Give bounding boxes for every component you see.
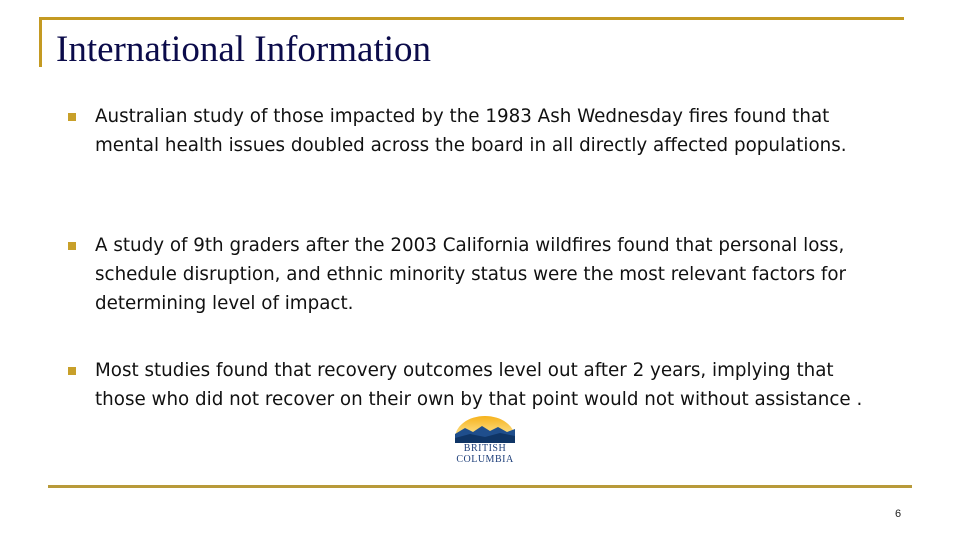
bullet-text: Australian study of those impacted by the 1983 Ash Wednesday fires found that mental health issues doubled across the board in all directly affected populations.	[95, 106, 847, 156]
bullet-text: A study of 9th graders after the 2003 California wildfires found that personal loss, schedule disruption, and ethnic minority status were the most relevant factors for determining level of impact.	[95, 235, 847, 314]
title-left-rule	[39, 17, 42, 67]
british-columbia-logo	[440, 414, 530, 470]
logo-text-line-2: COLUMBIA	[456, 454, 514, 465]
british-columbia-logo-icon	[440, 414, 530, 444]
title-top-rule	[39, 17, 904, 20]
slide-title: International Information	[56, 29, 432, 70]
page-number: 6	[895, 508, 902, 520]
footer-rule	[48, 485, 912, 488]
square-bullet-icon	[68, 113, 76, 121]
bullet-item	[95, 102, 875, 160]
bullet-item	[95, 231, 875, 318]
logo-text-line-1: BRITISH	[463, 443, 507, 454]
square-bullet-icon	[68, 367, 76, 375]
bullet-text: Most studies found that recovery outcomes level out after 2 years, implying that those who did not recover on their own by that point would not without assistance .	[95, 360, 863, 410]
bullet-item	[95, 356, 875, 414]
square-bullet-icon	[68, 242, 76, 250]
